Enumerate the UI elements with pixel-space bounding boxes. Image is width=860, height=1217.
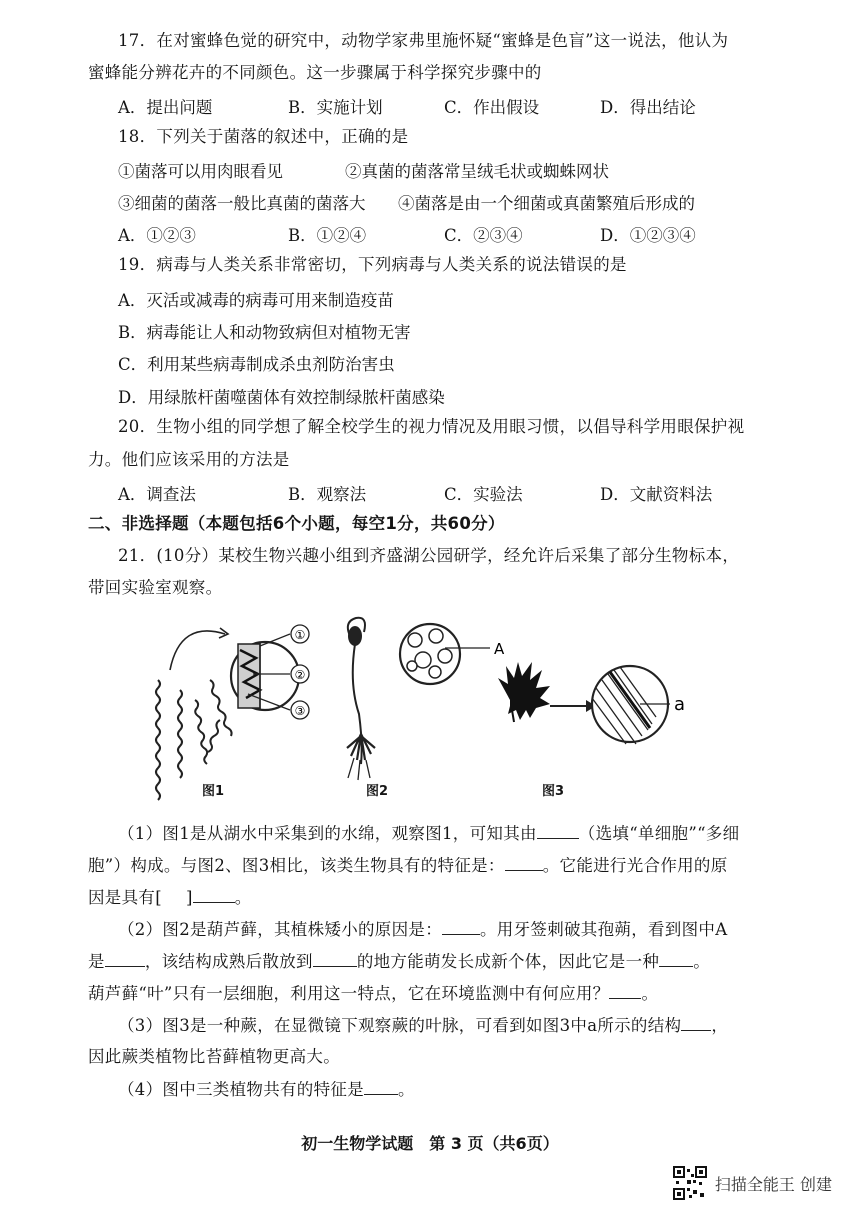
q17-option-a: A．提出问题 [118,98,213,117]
q21-p2-text-g: 葫芦藓“叶”只有一层细胞，利用这一特点，它在环境监测中有何应用？ [88,984,610,1003]
scanner-watermark [673,1166,832,1200]
figure3-label-a: a [674,694,686,715]
q21-p2-line3 [88,982,658,1005]
figure1-spirogyra [156,628,232,800]
answer-blank-3[interactable] [193,886,235,903]
q17-option-b: B．实施计划 [288,98,383,117]
q17-line1: 17．在对蜜蜂色觉的研究中，动物学家弗里施怀疑“蜜蜂是色盲”这一说法，他认为 [118,31,729,50]
q21-p1-text-d: 。它能进行光合作用的原 [542,856,728,875]
q20-option-d: D．文献资料法 [600,485,713,504]
q20-option-c: C．实验法 [444,485,523,504]
figure1-magnified-cell [231,625,309,719]
answer-blank-8[interactable] [609,982,641,999]
q21-line2: 带回实验室观察。 [88,578,223,597]
q20-line1: 20．生物小组的同学想了解全校学生的视力情况及用眼习惯，以倡导科学用眼保护视 [118,417,745,436]
figure3-caption: 图3 [542,784,565,799]
q18-option-b: B．①②④ [288,226,367,245]
answer-blank-7[interactable] [659,950,693,967]
figure1-label-2: ② [294,668,306,682]
q20-option-a: A．调查法 [118,485,196,504]
figure2-label-a-upper: A [494,640,505,658]
q21-p3-line1 [118,1014,728,1037]
q21-p2-text-f: 。 [693,952,711,971]
figure1-label-1: ① [294,628,306,642]
q20-line2: 力。他们应该采用的方法是 [88,450,290,469]
figure3-vein-magnified [592,666,685,744]
q21-p1-text-f: ] [185,888,193,907]
q21-line1: 21．(10分）某校生物兴趣小组到齐盛湖公园研学，经允许后采集了部分生物标本， [118,546,740,565]
figure2-capsule-magnified [400,624,505,684]
answer-blank-2[interactable] [505,854,543,871]
q21-p4-line1 [118,1078,415,1101]
q21-p1-text-e: 因是具有[ [88,888,162,907]
q21-p2-line2 [88,950,710,973]
q19-option-b: B．病毒能让人和动物致病但对植物无害 [118,323,411,342]
answer-blank-6[interactable] [313,950,357,967]
page-footer: 初一生物学试题 第 3 页（共6页） [301,1134,559,1153]
q17-option-d: D．得出结论 [600,98,696,117]
q21-p1-line2 [88,854,728,877]
qr-code-icon [673,1166,707,1200]
figure2-caption: 图2 [366,784,389,799]
q18-option-c: C．②③④ [444,226,523,245]
q17-option-c: C．作出假设 [444,98,540,117]
figure2-moss [347,618,375,780]
q18-statement-1: ①菌落可以用肉眼看见 [118,162,283,181]
q18-option-d: D．①②③④ [600,226,696,245]
q18-statement-2: ②真菌的菌落常呈绒毛状或蜘蛛网状 [345,162,609,181]
answer-blank-1[interactable] [537,822,579,839]
section-title: 二、非选择题（本题包括6个小题，每空1分，共60分） [88,514,505,533]
figure1-caption: 图1 [202,784,225,799]
q21-p2-text-e: 的地方能萌发长成新个体，因此它是一种 [356,952,660,971]
q21-p3-text-b: ， [711,1016,729,1035]
answer-blank-10[interactable] [364,1078,398,1095]
q18-stem: 18．下列关于菌落的叙述中，正确的是 [118,127,409,146]
q21-p2-text-h: 。 [641,984,659,1003]
q21-p1-text-c: 胞”）构成。与图2、图3相比，该类生物具有的特征是： [88,856,505,875]
q19-option-a: A．灭活或减毒的病毒可用来制造疫苗 [118,291,394,310]
q21-p3-text-a: （3）图3是一种蕨，在显微镜下观察蕨的叶脉，可看到如图3中a所示的结构 [118,1016,682,1035]
q21-p4-text-a: （4）图中三类植物共有的特征是 [118,1080,364,1099]
q21-p4-text-b: 。 [398,1080,415,1099]
q18-statement-4: ④菌落是由一个细菌或真菌繁殖后形成的 [398,194,695,213]
q19-option-d: D．用绿脓杆菌噬菌体有效控制绿脓杆菌感染 [118,388,445,407]
scanner-label: 扫描全能王 创建 [714,1174,832,1194]
q21-p1-text-b: （选填“单细胞”“多细 [578,824,740,843]
q21-p2-line1 [118,918,727,941]
q18-option-a: A．①②③ [118,226,196,245]
q18-statement-3: ③细菌的菌落一般比真菌的菌落大 [118,194,366,213]
q21-p1-line1 [118,822,739,845]
q19-stem: 19．病毒与人类关系非常密切，下列病毒与人类关系的说法错误的是 [118,255,627,274]
q17-line2: 蜜蜂能分辨花卉的不同颜色。这一步骤属于科学探究步骤中的 [88,63,542,82]
q21-p2-text-c: 是 [88,952,105,971]
q21-p2-text-a: （2）图2是葫芦藓，其植株矮小的原因是： [118,920,442,939]
q21-p1-text-g: 。 [234,888,252,907]
q21-p1-line3 [88,886,252,909]
answer-blank-5[interactable] [105,950,145,967]
q21-p2-text-b: 。用牙签刺破其孢蒴，看到图中A [480,920,728,939]
answer-blank-4[interactable] [442,918,480,935]
figure1-label-3: ③ [294,704,306,718]
q21-p1-text-a: （1）图1是从湖水中采集到的水绵，观察图1，可知其由 [118,824,537,843]
q19-option-c: C．利用某些病毒制成杀虫剂防治害虫 [118,355,395,374]
q21-p3-line2: 因此蕨类植物比苔藓植物更高大。 [88,1047,340,1066]
q21-p2-text-d: ，该结构成熟后散放到 [144,952,313,971]
figure3-fern [498,662,596,722]
q20-option-b: B．观察法 [288,485,367,504]
answer-blank-9[interactable] [681,1014,711,1031]
